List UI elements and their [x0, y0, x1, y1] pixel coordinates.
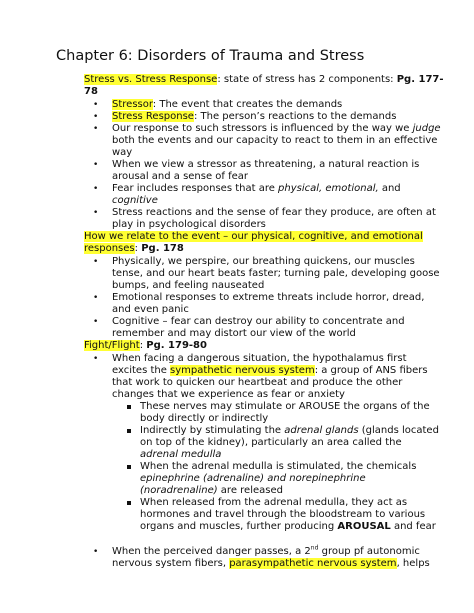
square-bullet	[127, 405, 131, 409]
list-item: When facing a dangerous situation, the hypothalamus first	[112, 353, 407, 364]
sub-list-item-cont: epinephrine (adrenaline) and norepinephrine	[140, 473, 366, 484]
square-bullet	[127, 465, 131, 469]
bullet: •	[93, 257, 99, 267]
bullet: •	[93, 293, 99, 303]
list-item-cont: nervous system fibers, parasympathetic nervous system, helps	[112, 558, 430, 569]
chapter-title: Chapter 6: Disorders of Trauma and Stress	[56, 48, 365, 64]
list-item-cont: bumps, and feeling nauseated	[112, 280, 265, 291]
bullet: •	[93, 547, 99, 557]
list-item: When the perceived danger passes, a 2nd group pf autonomic	[112, 544, 420, 557]
section-heading-fight-flight: Fight/Flight: Pg. 179-80	[84, 340, 207, 351]
square-bullet	[127, 429, 131, 433]
list-item-cont: changes that we experience as fear or anxiety	[112, 389, 345, 400]
sub-list-item-cont: (noradrenaline) are released	[140, 485, 283, 496]
list-item-cont: and even panic	[112, 304, 189, 315]
list-item-cont: arousal and a sense of fear	[112, 171, 249, 182]
sub-list-item: When the adrenal medulla is stimulated, the chemicals	[140, 461, 417, 472]
section-heading-stress-cont: 78	[84, 86, 98, 97]
sub-list-item-cont: on top of the kidney), particularly an area called the	[140, 437, 402, 448]
list-item-cont: both the events and our capacity to react to them in an effective	[112, 135, 438, 146]
list-item: Our response to such stressors is influenced by the way we judge	[112, 123, 441, 134]
list-item-cont: cognitive	[112, 195, 158, 206]
list-item-cont: excites the sympathetic nervous system: a group of ANS fibers	[112, 365, 428, 376]
list-item-cont: that work to quicken our heartbeat and produce the other	[112, 377, 403, 388]
sub-list-item: These nerves may stimulate or AROUSE the organs of the	[140, 401, 430, 412]
list-item: Fear includes responses that are physical, emotional, and	[112, 183, 401, 194]
section-heading-relate: How we relate to the event – our physical, cognitive, and emotional	[84, 231, 423, 242]
list-item: When we view a stressor as threatening, a natural reaction is	[112, 159, 420, 170]
list-item-cont: way	[112, 147, 133, 158]
sub-list-item: When released from the adrenal medulla, they act as	[140, 497, 408, 508]
bullet: •	[93, 184, 99, 194]
list-item-cont: tense, and our heart beats faster; turning pale, developing goose	[112, 268, 440, 279]
section-heading-stress: Stress vs. Stress Response: state of stress has 2 components: Pg. 177-	[84, 74, 444, 85]
bullet: •	[93, 317, 99, 327]
bullet: •	[93, 208, 99, 218]
sub-list-item-cont: body directly or indirectly	[140, 413, 269, 424]
list-item: Emotional responses to extreme threats include horror, dread,	[112, 292, 425, 303]
section-heading-relate-cont: responses: Pg. 178	[84, 243, 184, 254]
bullet: •	[93, 100, 99, 110]
list-item-cont: play in psychological disorders	[112, 219, 266, 230]
bullet: •	[93, 124, 99, 134]
bullet: •	[93, 160, 99, 170]
list-item-cont: remember and may distort our view of the world	[112, 328, 356, 339]
list-item: Stressor: The event that creates the demands	[112, 99, 343, 110]
bullet: •	[93, 112, 99, 122]
bullet: •	[93, 354, 99, 364]
list-item: Stress Response: The person’s reactions to the demands	[112, 111, 397, 122]
sub-list-item-cont: organs and muscles, further producing AROUSAL and fear	[140, 521, 436, 532]
list-item: Physically, we perspire, our breathing quickens, our muscles	[112, 256, 415, 267]
list-item: Cognitive – fear can destroy our ability to concentrate and	[112, 316, 405, 327]
square-bullet	[127, 501, 131, 505]
sub-list-item: Indirectly by stimulating the adrenal glands (glands located	[140, 425, 439, 436]
sub-list-item-cont: hormones and travel through the bloodstream to various	[140, 509, 426, 520]
list-item: Stress reactions and the sense of fear they produce, are often at	[112, 207, 436, 218]
sub-list-item-cont: adrenal medulla	[140, 449, 222, 460]
